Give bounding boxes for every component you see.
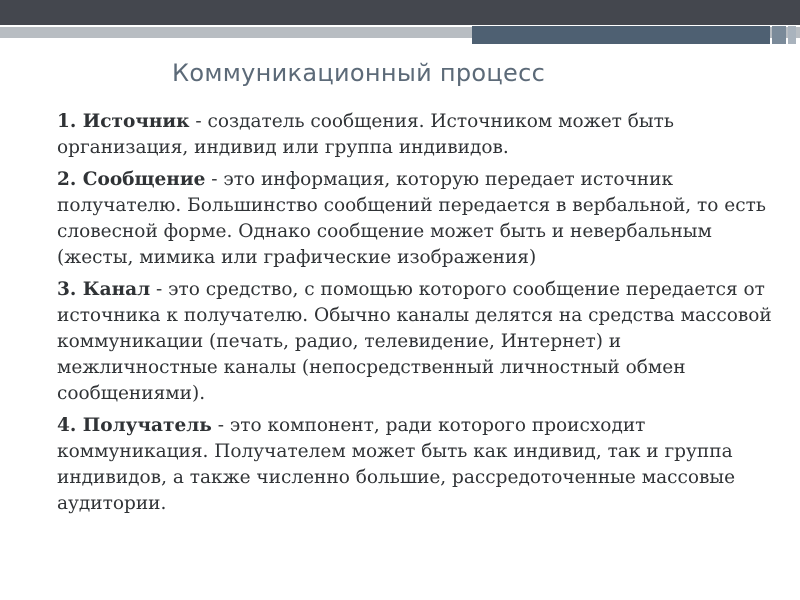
point-receiver-number: 4. [57, 415, 77, 436]
point-source-text: - создатель сообщения. Источником может быть организация, индивид или группа индивидов. [57, 111, 674, 158]
point-receiver-text: - это компонент, ради которого происходит коммуникация. Получателем может быть как индивид, так и группа индивидов, а также численно большие, рассредоточенные массовые аудитории. [57, 415, 736, 514]
point-source-heading [57, 111, 190, 132]
accent-blocks [472, 26, 798, 44]
header-bar [0, 0, 800, 25]
accent-block-small [772, 26, 786, 44]
point-channel-heading [57, 279, 150, 300]
slide-content [57, 109, 777, 523]
point-receiver [57, 413, 777, 517]
accent-block-large [472, 26, 770, 44]
point-message [57, 167, 777, 271]
point-receiver-heading [57, 415, 212, 436]
slide-title: Коммуникационный процесс [172, 59, 546, 87]
point-message-heading [57, 169, 205, 190]
point-source-term: Источник [82, 111, 190, 132]
point-channel [57, 277, 777, 407]
point-source [57, 109, 777, 161]
point-source-number: 1. [57, 111, 77, 132]
point-message-term: Сообщение [82, 169, 206, 190]
point-channel-text: - это средство, с помощью которого сообщение передается от источника к получателю. Обычно каналы делятся на средства массовой коммуникации (печать, радио, телевидение, Интернет) и межличностные каналы (непосредственный личностный обмен сообщениями). [57, 279, 772, 404]
point-message-text: - это информация, которую передает источник получателю. Большинство сообщений передается в вербальной, то есть словесной форме. Однако сообщение может быть и невербальным (жесты, мимика или графические изображения) [57, 169, 766, 268]
point-message-number: 2. [57, 169, 77, 190]
point-receiver-term: Получатель [82, 415, 212, 436]
accent-block-tiny [788, 26, 796, 44]
point-channel-number: 3. [57, 279, 77, 300]
point-channel-term: Канал [82, 279, 151, 300]
